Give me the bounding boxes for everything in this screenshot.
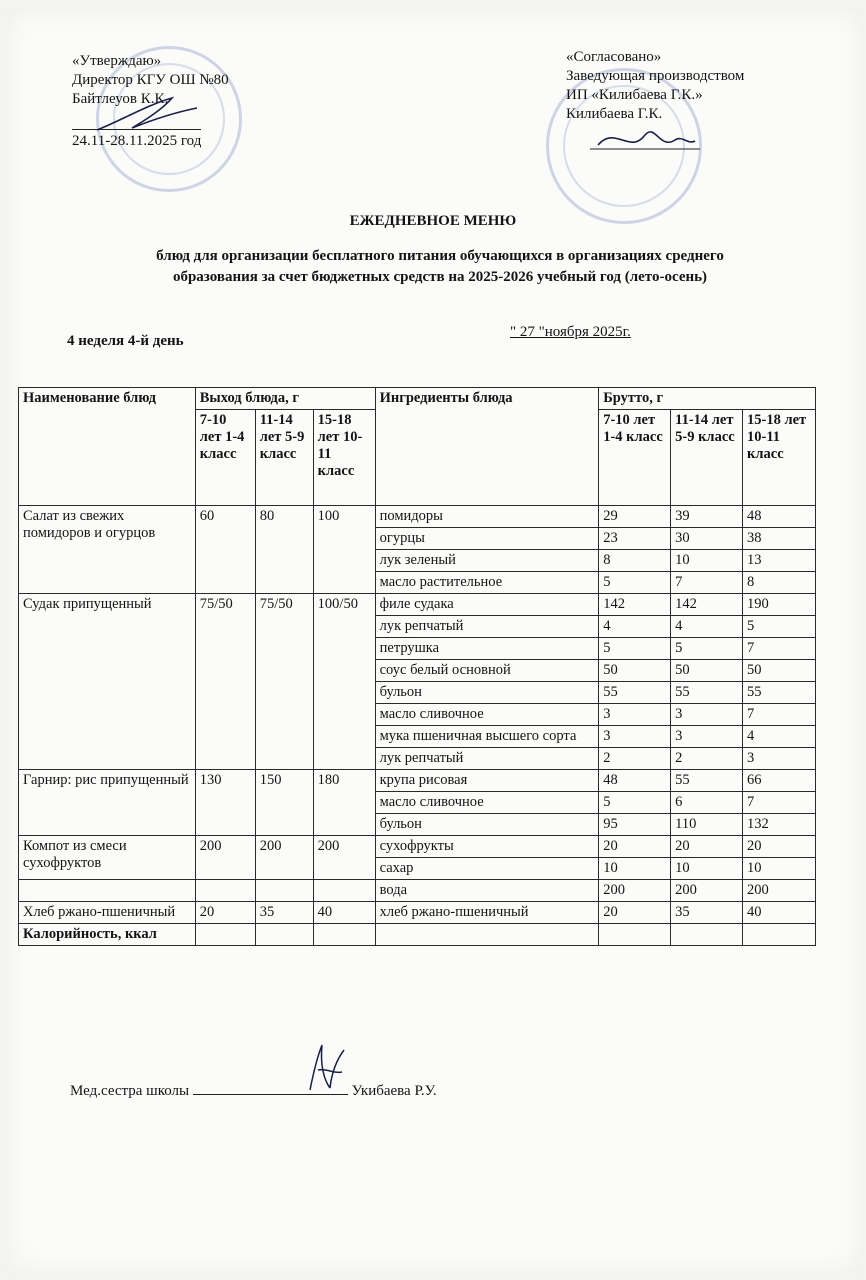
ingredient-name: огурцы xyxy=(375,528,599,550)
ingredient-name: лук репчатый xyxy=(375,616,599,638)
calories-cell xyxy=(375,924,599,946)
ingredient-gross-age3: 50 xyxy=(743,660,816,682)
ingredient-gross-age1: 4 xyxy=(599,616,671,638)
dish-output-age3 xyxy=(313,880,375,902)
dish-output-age1: 75/50 xyxy=(195,594,255,770)
header-gross-age2: 11-14 лет 5-9 класс xyxy=(671,410,743,506)
dish-output-age1: 60 xyxy=(195,506,255,594)
calories-cell xyxy=(255,924,313,946)
calories-cell xyxy=(195,924,255,946)
menu-table xyxy=(18,387,816,946)
ingredient-gross-age1: 55 xyxy=(599,682,671,704)
dish-output-age2: 75/50 xyxy=(255,594,313,770)
dish-output-age2: 150 xyxy=(255,770,313,836)
dish-output-age1: 130 xyxy=(195,770,255,836)
approve-left-line1: «Утверждаю» xyxy=(72,53,162,69)
ingredient-gross-age3: 10 xyxy=(743,858,816,880)
dish-output-age3: 100 xyxy=(313,506,375,594)
ingredient-gross-age1: 23 xyxy=(599,528,671,550)
approve-left-line2: Директор КГУ ОШ №80 xyxy=(72,72,229,88)
week-day-label: 4 неделя 4-й день xyxy=(67,333,184,349)
table-row xyxy=(19,880,816,902)
ingredient-gross-age2: 6 xyxy=(671,792,743,814)
document-subtitle xyxy=(60,246,820,288)
ingredient-gross-age3: 190 xyxy=(743,594,816,616)
header-output-age1: 7-10 лет 1-4 класс xyxy=(195,410,255,506)
ingredient-gross-age1: 29 xyxy=(599,506,671,528)
document-title: ЕЖЕДНЕВНОЕ МЕНЮ xyxy=(349,213,517,229)
menu-date: " 27 "ноября 2025г. xyxy=(510,324,631,340)
dish-output-age2: 80 xyxy=(255,506,313,594)
ingredient-gross-age1: 5 xyxy=(599,638,671,660)
dish-name: Судак припущенный xyxy=(19,594,196,770)
dish-name: Гарнир: рис припущенный xyxy=(19,770,196,836)
ingredient-gross-age3: 48 xyxy=(743,506,816,528)
ingredient-gross-age2: 142 xyxy=(671,594,743,616)
ingredient-gross-age3: 8 xyxy=(743,572,816,594)
ingredient-gross-age3: 20 xyxy=(743,836,816,858)
ingredient-name: сахар xyxy=(375,858,599,880)
ingredient-name: мука пшеничная высшего сорта xyxy=(375,726,599,748)
menu-table-body xyxy=(19,506,816,924)
ingredient-gross-age3: 13 xyxy=(743,550,816,572)
approve-right-line2: Заведующая производством xyxy=(566,68,745,84)
approve-right-line3: ИП «Килибаева Г.К.» xyxy=(566,87,703,103)
ingredient-gross-age2: 2 xyxy=(671,748,743,770)
ingredient-name: вода xyxy=(375,880,599,902)
calories-label: Калорийность, ккал xyxy=(19,924,196,946)
subtitle-line1: блюд для организации бесплатного питания обучающихся в организациях среднего xyxy=(156,248,724,264)
nurse-label: Мед.сестра школы xyxy=(70,1083,190,1099)
calories-row xyxy=(19,924,816,946)
header-gross: Брутто, г xyxy=(599,388,816,410)
table-row xyxy=(19,770,816,792)
director-signature xyxy=(92,90,202,140)
header-ingredients: Ингредиенты блюда xyxy=(375,388,599,506)
table-row xyxy=(19,506,816,528)
ingredient-gross-age1: 48 xyxy=(599,770,671,792)
ingredient-gross-age3: 132 xyxy=(743,814,816,836)
ingredient-gross-age2: 55 xyxy=(671,770,743,792)
manager-signature xyxy=(590,115,700,165)
calories-cell xyxy=(313,924,375,946)
dish-output-age2: 200 xyxy=(255,836,313,880)
ingredient-gross-age3: 7 xyxy=(743,704,816,726)
dish-output-age3: 100/50 xyxy=(313,594,375,770)
ingredient-gross-age1: 50 xyxy=(599,660,671,682)
ingredient-gross-age2: 3 xyxy=(671,704,743,726)
calories-cell xyxy=(671,924,743,946)
ingredient-gross-age2: 200 xyxy=(671,880,743,902)
ingredient-gross-age2: 7 xyxy=(671,572,743,594)
dish-output-age2 xyxy=(255,880,313,902)
ingredient-gross-age3: 4 xyxy=(743,726,816,748)
calories-cell xyxy=(743,924,816,946)
ingredient-name: масло растительное xyxy=(375,572,599,594)
dish-output-age1: 20 xyxy=(195,902,255,924)
header-gross-age1: 7-10 лет 1-4 класс xyxy=(599,410,671,506)
ingredient-gross-age1: 3 xyxy=(599,726,671,748)
ingredient-gross-age2: 30 xyxy=(671,528,743,550)
ingredient-gross-age3: 3 xyxy=(743,748,816,770)
ingredient-gross-age3: 5 xyxy=(743,616,816,638)
nurse-name: Укибаева Р.У. xyxy=(351,1083,437,1099)
ingredient-gross-age3: 7 xyxy=(743,638,816,660)
calories-cell xyxy=(599,924,671,946)
ingredient-name: масло сливочное xyxy=(375,704,599,726)
dish-name xyxy=(19,880,196,902)
header-gross-age3: 15-18 лет 10-11 класс xyxy=(743,410,816,506)
ingredient-name: петрушка xyxy=(375,638,599,660)
approve-right-line4: Килибаева Г.К. xyxy=(566,106,663,122)
ingredient-gross-age1: 200 xyxy=(599,880,671,902)
ingredient-gross-age2: 5 xyxy=(671,638,743,660)
ingredient-gross-age2: 55 xyxy=(671,682,743,704)
approval-block-right xyxy=(566,48,744,124)
header-output-age2: 11-14 лет 5-9 класс xyxy=(255,410,313,506)
header-dish-name: Наименование блюд xyxy=(19,388,196,506)
ingredient-name: сухофрукты xyxy=(375,836,599,858)
ingredient-gross-age2: 10 xyxy=(671,858,743,880)
ingredient-gross-age1: 8 xyxy=(599,550,671,572)
approve-left-line3: Байтлеуов К.К. xyxy=(72,91,169,107)
dish-output-age3: 200 xyxy=(313,836,375,880)
ingredient-gross-age1: 2 xyxy=(599,748,671,770)
approve-left-line4: 24.11-28.11.2025 год xyxy=(72,129,201,151)
table-header-row xyxy=(19,388,816,410)
ingredient-gross-age3: 40 xyxy=(743,902,816,924)
ingredient-name: помидоры xyxy=(375,506,599,528)
ingredient-gross-age2: 50 xyxy=(671,660,743,682)
ingredient-gross-age3: 7 xyxy=(743,792,816,814)
header-output-age3: 15-18 лет 10-11 класс xyxy=(313,410,375,506)
table-row xyxy=(19,594,816,616)
ingredient-gross-age2: 35 xyxy=(671,902,743,924)
ingredient-gross-age1: 95 xyxy=(599,814,671,836)
ingredient-name: бульон xyxy=(375,814,599,836)
ingredient-gross-age1: 5 xyxy=(599,572,671,594)
dish-name: Компот из смеси сухофруктов xyxy=(19,836,196,880)
ingredient-name: бульон xyxy=(375,682,599,704)
ingredient-gross-age3: 55 xyxy=(743,682,816,704)
ingredient-name: лук репчатый xyxy=(375,748,599,770)
ingredient-gross-age2: 3 xyxy=(671,726,743,748)
ingredient-gross-age1: 5 xyxy=(599,792,671,814)
header-output: Выход блюда, г xyxy=(195,388,375,410)
ingredient-gross-age1: 20 xyxy=(599,902,671,924)
ingredient-gross-age1: 10 xyxy=(599,858,671,880)
ingredient-gross-age2: 4 xyxy=(671,616,743,638)
ingredient-name: соус белый основной xyxy=(375,660,599,682)
ingredient-gross-age1: 3 xyxy=(599,704,671,726)
ingredient-gross-age2: 20 xyxy=(671,836,743,858)
dish-output-age3: 180 xyxy=(313,770,375,836)
ingredient-gross-age2: 110 xyxy=(671,814,743,836)
ingredient-gross-age1: 20 xyxy=(599,836,671,858)
ingredient-name: хлеб ржано-пшеничный xyxy=(375,902,599,924)
ingredient-gross-age3: 200 xyxy=(743,880,816,902)
ingredient-name: лук зеленый xyxy=(375,550,599,572)
subtitle-line2: образования за счет бюджетных средств на 2025-2026 учебный год (лето-осень) xyxy=(172,269,708,285)
ingredient-name: филе судака xyxy=(375,594,599,616)
ingredient-name: крупа рисовая xyxy=(375,770,599,792)
ingredient-name: масло сливочное xyxy=(375,792,599,814)
nurse-signature-line xyxy=(70,1080,437,1100)
dish-output-age1: 200 xyxy=(195,836,255,880)
ingredient-gross-age2: 39 xyxy=(671,506,743,528)
dish-name: Салат из свежих помидоров и огурцов xyxy=(19,506,196,594)
table-row xyxy=(19,902,816,924)
dish-name: Хлеб ржано-пшеничный xyxy=(19,902,196,924)
ingredient-gross-age3: 38 xyxy=(743,528,816,550)
ingredient-gross-age3: 66 xyxy=(743,770,816,792)
dish-output-age2: 35 xyxy=(255,902,313,924)
approve-right-line1: «Согласовано» xyxy=(566,49,662,65)
dish-output-age3: 40 xyxy=(313,902,375,924)
nurse-signature xyxy=(300,1040,350,1100)
dish-output-age1 xyxy=(195,880,255,902)
ingredient-gross-age2: 10 xyxy=(671,550,743,572)
ingredient-gross-age1: 142 xyxy=(599,594,671,616)
table-row xyxy=(19,836,816,858)
